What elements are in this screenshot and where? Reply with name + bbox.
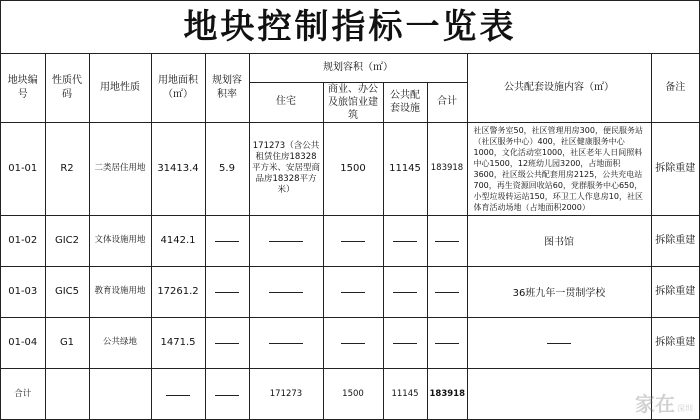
empty-dash [215,292,239,293]
cell-commercial-empty [323,215,383,266]
cell-residential-empty [249,215,323,266]
totals-row [1,368,699,420]
empty-dash [393,292,417,293]
empty-dash [341,343,365,344]
cell-total: 183918 [427,122,467,215]
empty-dash [341,292,365,293]
cell-far-empty [205,266,249,317]
cell-plot-no: 01-04 [1,317,45,368]
cell-public-support-empty [383,317,427,368]
page-title: 地块控制指标一览表 [1,1,699,54]
cell-public-content: 图书馆 [467,215,651,266]
empty-dash [547,343,571,344]
cell-remark: 拆除重建 [651,317,699,368]
cell-nature-code: GIC5 [45,266,89,317]
cell-land-area: 31413.4 [151,122,205,215]
cell-land-area: 17261.2 [151,266,205,317]
header-land-area: 用地面积（㎡） [151,54,205,122]
cell-public-content: 36班九年一贯制学校 [467,266,651,317]
cell-plot-no: 01-03 [1,266,45,317]
totals-total: 183918 [427,368,467,420]
cell-far: 5.9 [205,122,249,215]
cell-land-area: 4142.1 [151,215,205,266]
cell-total-empty [427,215,467,266]
totals-far-empty [205,368,249,420]
table-row [1,215,699,266]
header-land-nature: 用地性质 [89,54,151,122]
cell-residential: 171273（含公共租赁住房18328平方米、安居型商品房18328平方米） [249,122,323,215]
cell-commercial-empty [323,266,383,317]
header-far-group: 规划容积（㎡） [249,54,467,82]
cell-residential-empty [249,317,323,368]
cell-land-nature: 教育设施用地 [89,266,151,317]
totals-label: 合计 [1,368,45,420]
cell-remark: 拆除重建 [651,266,699,317]
header-nature-code: 性质代码 [45,54,89,122]
header-commercial: 商业、办公及旅馆业建筑 [323,82,383,122]
cell-plot-no: 01-02 [1,215,45,266]
header-public-content: 公共配套设施内容（㎡） [467,54,651,122]
totals-residential: 171273 [249,368,323,420]
cell-far-empty [205,317,249,368]
header-residential: 住宅 [249,82,323,122]
empty-dash [435,241,459,242]
empty-dash [435,343,459,344]
cell-land-nature: 二类居住用地 [89,122,151,215]
header-remark: 备注 [651,54,699,122]
empty-dash [215,241,239,242]
empty-dash [269,292,303,293]
cell-public-support-empty [383,266,427,317]
header-public-support: 公共配套设施 [383,82,427,122]
cell-remark: 拆除重建 [651,215,699,266]
totals-public-support: 11145 [383,368,427,420]
cell-commercial-empty [323,317,383,368]
header-far: 规划容积率 [205,54,249,122]
control-index-table [1,54,699,420]
totals-blank [89,368,151,420]
cell-nature-code: R2 [45,122,89,215]
header-plot-no: 地块编号 [1,54,45,122]
totals-area-empty [151,368,205,420]
watermark [635,388,693,417]
totals-commercial: 1500 [323,368,383,420]
empty-dash [166,395,190,396]
cell-land-nature: 文体设施用地 [89,215,151,266]
watermark-sub: 深圳 [677,404,693,413]
header-total: 合计 [427,82,467,122]
empty-dash [393,343,417,344]
cell-plot-no: 01-01 [1,122,45,215]
empty-dash [341,241,365,242]
totals-blank [467,368,651,420]
table-row [1,122,699,215]
cell-nature-code: G1 [45,317,89,368]
cell-nature-code: GIC2 [45,215,89,266]
cell-residential-empty [249,266,323,317]
table-row [1,317,699,368]
empty-dash [393,241,417,242]
empty-dash [215,395,239,396]
cell-total-empty [427,317,467,368]
totals-blank [45,368,89,420]
empty-dash [215,343,239,344]
cell-land-area: 1471.5 [151,317,205,368]
cell-public-content-empty [467,317,651,368]
cell-land-nature: 公共绿地 [89,317,151,368]
cell-total-empty [427,266,467,317]
watermark-main: 家在 [635,392,675,416]
header-row-1 [1,54,699,82]
cell-remark: 拆除重建 [651,122,699,215]
cell-commercial: 1500 [323,122,383,215]
cell-public-content: 社区警务室50，社区管理用房300，便民服务站（社区服务中心）400，社区健康服务中心1000，文化活动室1000，社区老年人日间照料中心1500，12班幼儿园3200，占地面积3600，社区级公共配套用房2125，公共充电站700，再生资源回收站60，党群服务中心650，小型垃圾转运站150，环卫工人作息房10，社区体育活动场地（占地面积2000） [467,122,651,215]
cell-public-support-empty [383,215,427,266]
cell-public-support: 11145 [383,122,427,215]
empty-dash [269,241,303,242]
empty-dash [435,292,459,293]
empty-dash [269,343,303,344]
table-row [1,266,699,317]
cell-far-empty [205,215,249,266]
